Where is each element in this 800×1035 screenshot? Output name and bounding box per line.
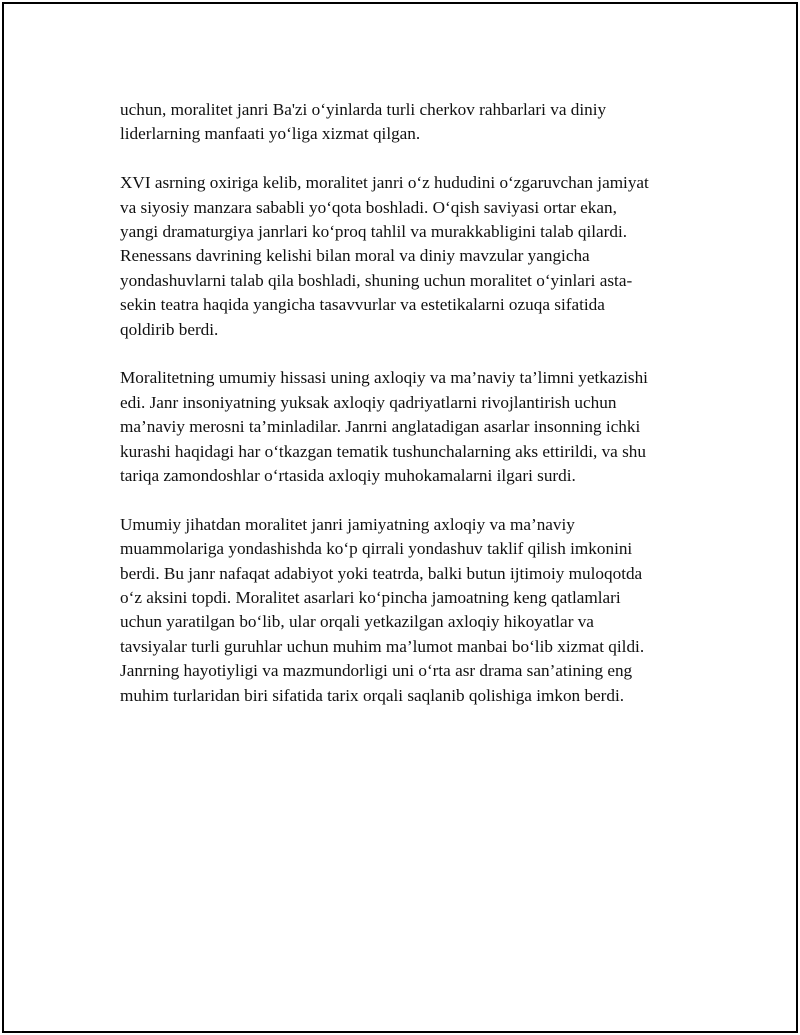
paragraph-2: XVI asrning oxiriga kelib, moralitet janri o‘z hududini o‘zgaruvchan jamiyat va siyosiy manzara sababli yo‘qota boshladi. O‘qish saviyasi ortar ekan, yangi dramaturgiya janrlari ko‘proq tahlil va murakkabligini talab qilardi. Renessans davrining kelishi bilan moral va diniy mavzular yangicha yondashuvlarni talab qila boshladi, shuning uchun moralitet o‘yinlari asta- sekin teatra haqida yangicha tasavvurlar va estetikalarni ozuqa sifatida qoldirib berdi. xyxy=(120,173,649,339)
document-body xyxy=(120,98,700,733)
document-page xyxy=(2,2,798,1033)
paragraph-4: Umumiy jihatdan moralitet janri jamiyatning axloqiy va ma’naviy muammolariga yondashishda ko‘p qirrali yondashuv taklif qilish imkonini berdi. Bu janr nafaqat adabiyot yoki teatrda, balki butun ijtimoiy muloqotda o‘z aksini topdi. Moralitet asarlari ko‘pincha jamoatning keng qatlamlari uchun yaratilgan bo‘lib, ular orqali yetkazilgan axloqiy hikoyatlar va tavsiyalar turli guruhlar uchun muhim ma’lumot manbai bo‘lib xizmat qildi. Janrning hayotiyligi va mazmundorligi uni o‘rta asr drama san’atining eng muhim turlaridan biri sifatida tarix orqali saqlanib qolishiga imkon berdi. xyxy=(120,514,645,705)
paragraph-1: uchun, moralitet janri Ba'zi o‘yinlarda turli cherkov rahbarlari va diniy liderlarning manfaati yo‘liga xizmat qilgan. xyxy=(120,100,607,144)
paragraph-3: Moralitetning umumiy hissasi uning axloqiy va ma’naviy ta’limni yetkazishi edi. Janr insoniyatning yuksak axloqiy qadriyatlarni rivojlantirish uchun ma’naviy merosni ta’minladilar. Janrni anglatadigan asarlar insonning ichki kurashi haqidagi har o‘tkazgan tematik tushunchalarning aks ettirildi, va shu tariqa zamondoshlar o‘rtasida axloqiy muhokamalarni ilgari surdi. xyxy=(120,368,648,486)
